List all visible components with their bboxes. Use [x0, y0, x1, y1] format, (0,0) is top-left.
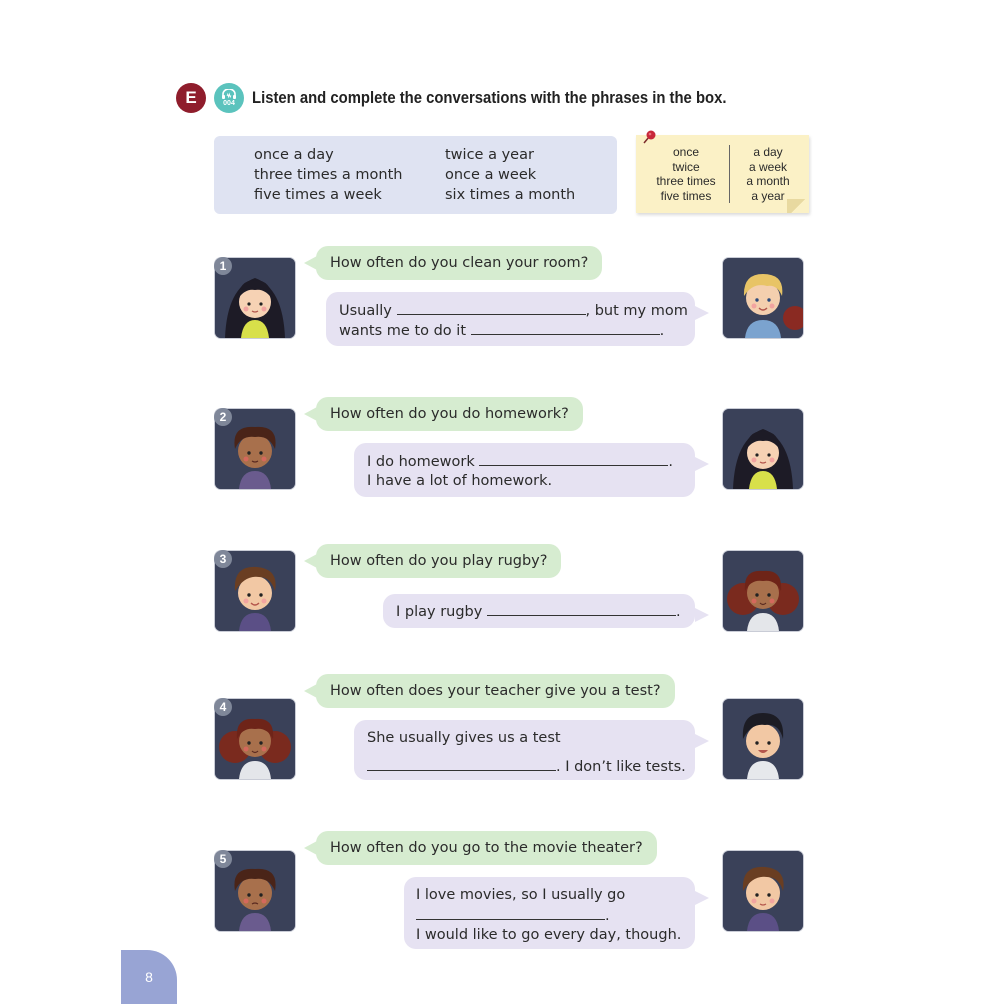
question-text: How often do you clean your room?: [330, 255, 589, 271]
question-bubble: [316, 544, 561, 578]
answer-bubble: [354, 720, 695, 780]
answer-text: She usually gives us a test: [367, 730, 561, 746]
avatar-boy-brown-hair: [723, 851, 803, 931]
conversation-number: 2: [214, 408, 232, 426]
question-bubble: [316, 831, 657, 865]
phrase-box: [214, 136, 617, 214]
answer-blank[interactable]: [487, 601, 676, 616]
answer-bubble: [354, 443, 695, 497]
answer-bubble: [326, 292, 695, 346]
answer-text: wants me to do it: [339, 323, 467, 339]
answer-text: , but my mom: [585, 303, 688, 319]
conversation-number: 5: [214, 850, 232, 868]
answer-text: .: [675, 604, 681, 620]
question-text: How often do you go to the movie theater?: [330, 840, 643, 856]
answer-blank[interactable]: [367, 756, 556, 771]
note-frequency: three times: [656, 174, 716, 188]
phrase-item: three times a month: [254, 167, 403, 183]
answer-bubble: [404, 877, 695, 949]
answer-text: I would like to go every day, though.: [416, 927, 682, 943]
page-number: 8: [121, 950, 177, 1004]
answer-blank[interactable]: [479, 451, 668, 466]
conversation-number: 1: [214, 257, 232, 275]
answer-bubble: [383, 594, 695, 628]
answer-text: I do homework: [367, 454, 475, 470]
question-text: How often do you do homework?: [330, 406, 569, 422]
audio-track-number: 004: [223, 100, 235, 107]
audio-track-button[interactable]: [214, 83, 244, 113]
question-bubble: [316, 246, 602, 280]
avatar-boy-black-hair: [723, 699, 803, 779]
question-bubble: [316, 674, 675, 708]
frequency-note: [636, 135, 809, 213]
answer-text: I love movies, so I usually go: [416, 887, 626, 903]
answer-blank[interactable]: [397, 300, 586, 315]
answer-blank[interactable]: [471, 320, 660, 335]
question-text: How often do you play rugby?: [330, 553, 548, 569]
avatar-boy-blond-hair: [723, 258, 803, 338]
answer-text: I play rugby: [396, 604, 483, 620]
phrase-item: once a week: [445, 167, 537, 183]
avatar-girl-black-hair: [723, 409, 803, 489]
avatar-girl-curly-hair: [723, 551, 803, 631]
note-period: a month: [746, 174, 790, 188]
note-period: a week: [748, 159, 788, 174]
headphones-icon: [221, 89, 237, 99]
exercise-letter-badge: E: [176, 83, 206, 113]
phrase-item: six times a month: [445, 187, 576, 203]
note-divider: [729, 145, 730, 203]
note-frequency-column: [644, 145, 728, 203]
conversation-number: 4: [214, 698, 232, 716]
answer-text: I have a lot of homework.: [367, 473, 553, 489]
conversation-number: 3: [214, 550, 232, 568]
note-period: a day: [753, 145, 783, 159]
exercise-header: [176, 82, 779, 114]
note-frequency: five times: [660, 188, 712, 203]
question-text: How often does your teacher give you a test?: [330, 683, 661, 699]
phrase-item: twice a year: [445, 147, 534, 163]
answer-text: .: [659, 323, 665, 339]
answer-text: .: [668, 454, 673, 470]
question-bubble: [316, 397, 583, 431]
pushpin-icon: [640, 130, 658, 146]
note-frequency: twice: [672, 159, 700, 174]
note-period: a year: [751, 188, 785, 203]
answer-blank[interactable]: [416, 905, 605, 920]
answer-text: . I don’t like tests.: [556, 759, 686, 775]
note-period-column: [732, 145, 804, 203]
exercise-instruction: Listen and complete the conversations with the phrases in the box.: [252, 88, 727, 107]
answer-text: .: [605, 908, 610, 924]
phrase-item: once a day: [254, 147, 334, 163]
phrase-item: five times a week: [254, 187, 382, 203]
note-folded-corner: [787, 199, 809, 213]
answer-text: Usually: [339, 303, 392, 319]
note-frequency: once: [672, 145, 700, 159]
